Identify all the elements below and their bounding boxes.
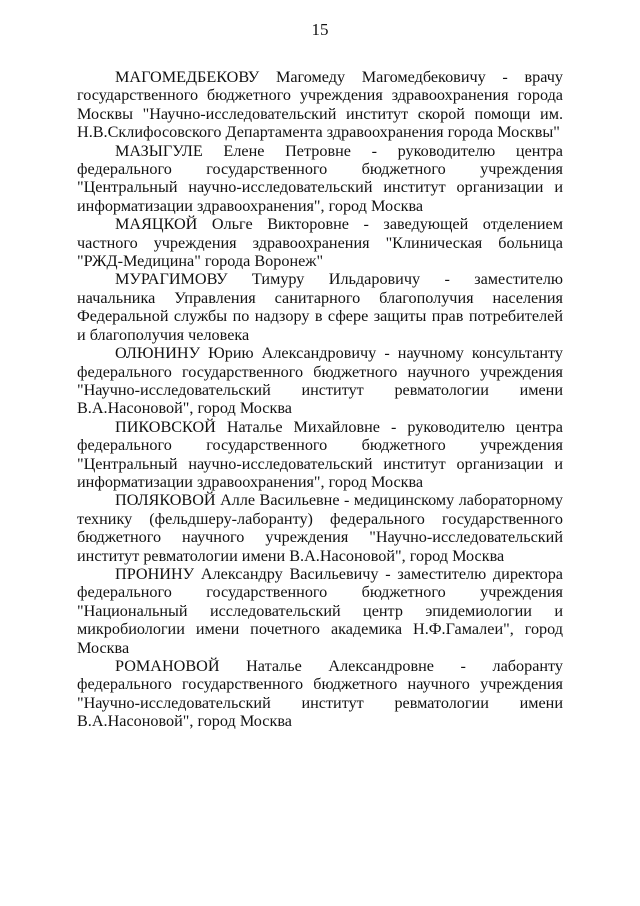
entry-text: МАЗЫГУЛЕ Елене Петровне - руководителю центра федерального государственного бюджетного учреждения "Центральный научно-исследовательский институт организации и информатизации здравоохранения", город Москва — [77, 141, 563, 215]
entry-text: РОМАНОВОЙ Наталье Александровне - лаборанту федерального государственного бюджетного научного учреждения "Научно-исследовательский институт ревматологии имени В.А.Насоновой", город Москва — [77, 657, 563, 731]
entry-text: МАЯЦКОЙ Ольге Викторовне - заведующей отделением частного учреждения здравоохранения "Клиническая больница "РЖД-Медицина" города Воронеж" — [77, 215, 563, 271]
entry-text: ПОЛЯКОВОЙ Алле Васильевне - медицинскому лабораторному технику (фельдшеру-лаборанту) федерального государственного бюджетного научного учреждения "Научно-исследовательский институт ревматологии имени В.А.Насоновой", город Москва — [77, 491, 563, 565]
entry-text: ПИКОВСКОЙ Наталье Михайловне - руководителю центра федерального государственного бюджетного учреждения "Центральный научно-исследовательский институт организации и информатизации здравоохранения", город Москва — [77, 417, 563, 491]
list-item — [77, 270, 563, 344]
award-list — [77, 68, 563, 731]
entry-text: ПРОНИНУ Александру Васильевичу - заместителю директора федерального государственного бюджетного учреждения "Национальный исследовательский центр эпидемиологии и микробиологии имени почетного академика Н.Ф.Гамалеи", город Москва — [77, 564, 563, 657]
entry-text: МАГОМЕДБЕКОВУ Магомеду Магомедбековичу - врачу государственного бюджетного учреждения здравоохранения города Москвы "Научно-исследовательский институт скорой помощи им. Н.В.Склифосовского Департамента здравоохранения города Москвы" — [77, 68, 563, 142]
list-item — [77, 142, 563, 216]
list-item — [77, 215, 563, 270]
list-item — [77, 68, 563, 142]
list-item — [77, 418, 563, 492]
entry-text: МУРАГИМОВУ Тимуру Ильдаровичу - заместителю начальника Управления санитарного благополучия населения Федеральной службы по надзору в сфере защиты прав потребителей и благополучия человека — [77, 270, 563, 344]
list-item — [77, 491, 563, 565]
list-item — [77, 344, 563, 418]
list-item — [77, 657, 563, 731]
list-item — [77, 565, 563, 657]
entry-text: ОЛЮНИНУ Юрию Александровичу - научному консультанту федерального государственного бюджетного научного учреждения "Научно-исследовательский институт ревматологии имени В.А.Насоновой", город Москва — [77, 344, 563, 418]
page-number: 15 — [311, 20, 329, 39]
